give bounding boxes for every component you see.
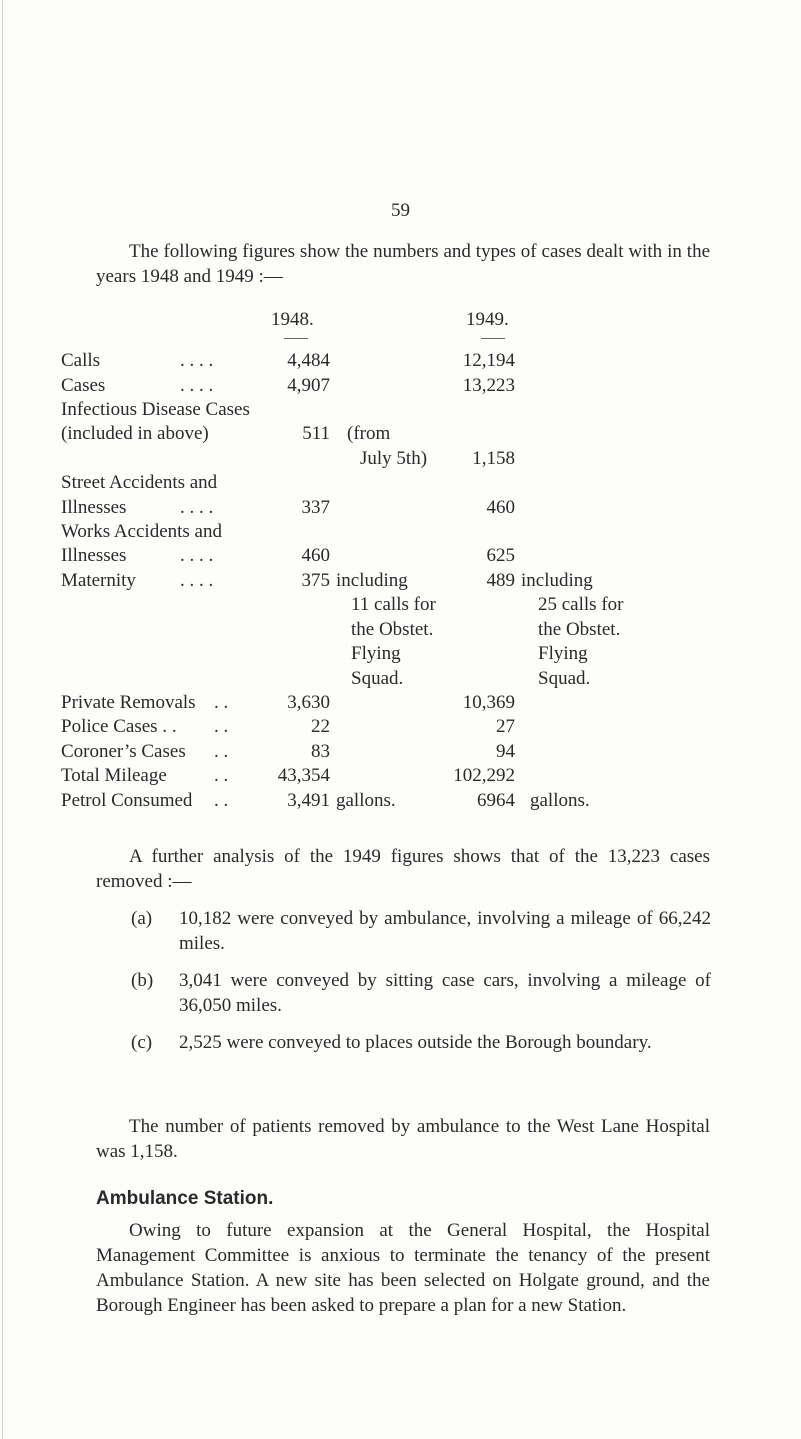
row-leader-dots: . . — [214, 692, 229, 713]
value-1948: 4,907 — [287, 375, 330, 396]
row-label-line2: Illnesses — [61, 545, 127, 566]
page-number: 59 — [391, 200, 410, 221]
note-1948-line2: July 5th) — [360, 448, 428, 469]
row-leader-dots: . . — [214, 765, 229, 786]
value-1948: 3,630 — [287, 692, 330, 713]
row-leader-dots: . . . . — [180, 350, 214, 371]
list-item — [131, 1030, 711, 1055]
value-1949: 489 — [486, 570, 515, 591]
row-leader-dots: . . . . — [180, 375, 214, 396]
analysis-intro: A further analysis of the 1949 figures shows that of the 13,223 cases removed :— — [96, 846, 710, 892]
row-label-line1: Infectious Disease Cases — [61, 399, 250, 420]
row-leader-dots: . . . . — [180, 545, 214, 566]
value-1949: 10,369 — [462, 692, 515, 713]
row-label-line1: Works Accidents and — [61, 521, 222, 542]
note-1949-line: 25 calls for — [538, 594, 624, 615]
row-leader-dots: . . . . — [180, 497, 214, 518]
value-1948: 43,354 — [277, 765, 330, 786]
item-text: 3,041 were conveyed by sitting case cars, involving a mileage of 36,050 miles. — [179, 970, 711, 1016]
unit-1948: gallons. — [336, 790, 396, 811]
row-label: Total Mileage — [61, 765, 167, 786]
header-1948: 1948. — [271, 309, 314, 330]
header-1949: 1949. — [466, 309, 509, 330]
row-label-line1: Street Accidents and — [61, 472, 218, 493]
value-1949: 13,223 — [462, 375, 515, 396]
row-leader-dots: . . — [214, 716, 229, 737]
row-label: Calls — [61, 350, 101, 371]
row-label-line2: (included in above) — [61, 423, 209, 444]
note-1948-line: the Obstet. — [351, 619, 434, 640]
item-text: 10,182 were conveyed by ambulance, involving a mileage of 66,242 miles. — [179, 908, 711, 954]
value-1949: 1,158 — [472, 448, 515, 469]
value-1948: 375 — [301, 570, 330, 591]
note-1948-line: Flying — [351, 643, 401, 664]
note-1948-line: including — [336, 570, 408, 591]
intro-paragraph: The following figures show the numbers and types of cases dealt with in the years 1948 and 1949 :— — [96, 241, 710, 287]
note-1948-line: 11 calls for — [351, 594, 436, 615]
list-item — [131, 906, 711, 956]
value-1949: 6964 — [477, 790, 515, 811]
value-1948: 4,484 — [287, 350, 330, 371]
row-label: Coroner’s Cases — [61, 741, 186, 762]
item-label: (c) — [131, 1032, 153, 1053]
note-1948-line: Squad. — [351, 668, 404, 689]
row-leader-dots: . . — [214, 741, 229, 762]
item-text: 2,525 were conveyed to places outside the Borough boundary. — [179, 1032, 652, 1053]
section-heading: Ambulance Station. — [96, 1188, 274, 1209]
row-label-line2: Illnesses — [61, 497, 127, 518]
unit-1949: gallons. — [530, 790, 590, 811]
note-1949-line: Squad. — [538, 668, 591, 689]
value-1949: 12,194 — [462, 350, 515, 371]
row-leader-dots: . . — [214, 790, 229, 811]
value-1948: 83 — [311, 741, 330, 762]
note-1949-line: including — [521, 570, 593, 591]
value-1948: 22 — [311, 716, 330, 737]
row-leader-dots: . . . . — [180, 570, 214, 591]
value-1949: 94 — [496, 741, 515, 762]
value-1949: 625 — [486, 545, 515, 566]
value-1949: 102,292 — [453, 765, 515, 786]
list-item — [131, 968, 711, 1018]
header-1948-rule — [284, 338, 308, 339]
note-1949-line: Flying — [538, 643, 588, 664]
value-1949: 27 — [496, 716, 515, 737]
value-1948: 337 — [301, 497, 330, 518]
value-1948: 3,491 — [287, 790, 330, 811]
row-label: Petrol Consumed — [61, 790, 193, 811]
note-1949-line: the Obstet. — [538, 619, 621, 640]
row-label: Police Cases . . — [61, 716, 177, 737]
header-1949-rule — [481, 338, 505, 339]
west-lane-paragraph: The number of patients removed by ambulance to the West Lane Hospital was 1,158. — [96, 1116, 710, 1162]
item-label: (a) — [131, 908, 153, 929]
value-1948: 460 — [301, 545, 330, 566]
row-label: Maternity — [61, 570, 136, 591]
item-label: (b) — [131, 970, 154, 991]
value-1949: 460 — [486, 497, 515, 518]
row-label: Cases — [61, 375, 106, 396]
note-1948-line1: (from — [347, 423, 391, 444]
value-1948: 511 — [302, 423, 330, 444]
row-label: Private Removals — [61, 692, 196, 713]
ambulance-station-paragraph: Owing to future expansion at the General Hospital, the Hospital Management Committee is anxious to terminate the tenancy of the present Ambulance Station. A new site has been selected on Holgate ground, and the Borough Engineer has been asked to prepare a plan for a new Station. — [96, 1220, 710, 1316]
